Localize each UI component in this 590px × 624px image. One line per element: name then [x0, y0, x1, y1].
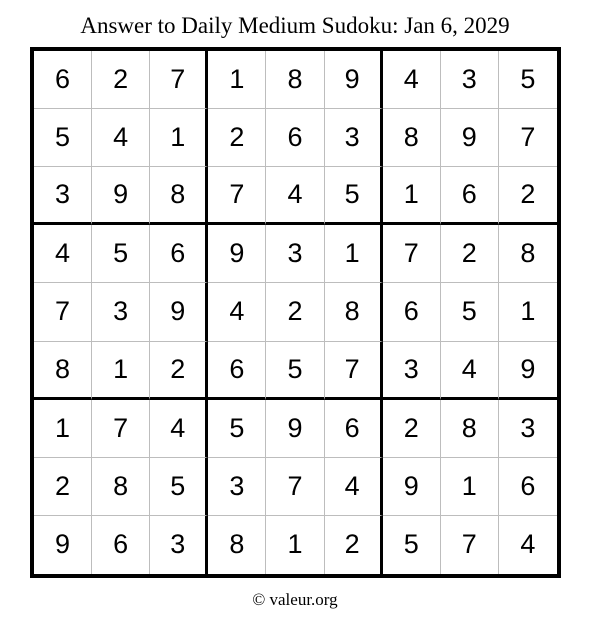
sudoku-cell: 7: [92, 400, 150, 458]
sudoku-cell: 6: [92, 516, 150, 574]
sudoku-cell: 7: [34, 283, 92, 341]
sudoku-cell: 1: [441, 458, 499, 516]
sudoku-cell: 2: [92, 51, 150, 109]
sudoku-cell: 7: [266, 458, 324, 516]
sudoku-cell: 2: [383, 400, 441, 458]
sudoku-cell: 9: [325, 51, 383, 109]
sudoku-cell: 8: [34, 342, 92, 400]
sudoku-cell: 6: [266, 109, 324, 167]
sudoku-cell: 3: [34, 167, 92, 225]
sudoku-cell: 7: [383, 225, 441, 283]
sudoku-cell: 4: [383, 51, 441, 109]
sudoku-cell: 2: [208, 109, 266, 167]
sudoku-cell: 4: [441, 342, 499, 400]
sudoku-cell: 2: [499, 167, 557, 225]
sudoku-cell: 9: [34, 516, 92, 574]
sudoku-cell: 1: [208, 51, 266, 109]
sudoku-cell: 7: [499, 109, 557, 167]
sudoku-cell: 3: [441, 51, 499, 109]
sudoku-cell: 9: [441, 109, 499, 167]
sudoku-cell: 9: [150, 283, 208, 341]
sudoku-cell: 8: [266, 51, 324, 109]
sudoku-cell: 1: [92, 342, 150, 400]
sudoku-cell: 2: [150, 342, 208, 400]
sudoku-cell: 2: [325, 516, 383, 574]
sudoku-cell: 2: [34, 458, 92, 516]
sudoku-cell: 6: [499, 458, 557, 516]
sudoku-cell: 4: [92, 109, 150, 167]
sudoku-cell: 3: [499, 400, 557, 458]
sudoku-cell: 4: [150, 400, 208, 458]
sudoku-cell: 8: [441, 400, 499, 458]
copyright-footer: © valeur.org: [252, 590, 338, 609]
sudoku-cell: 4: [34, 225, 92, 283]
sudoku-cell: 9: [499, 342, 557, 400]
sudoku-cell: 8: [499, 225, 557, 283]
sudoku-cell: 9: [266, 400, 324, 458]
sudoku-cell: 9: [92, 167, 150, 225]
sudoku-cell: 7: [325, 342, 383, 400]
sudoku-cell: 5: [383, 516, 441, 574]
sudoku-cell: 5: [266, 342, 324, 400]
sudoku-cell: 1: [34, 400, 92, 458]
sudoku-cell: 4: [520, 529, 536, 560]
sudoku-cell: 8: [325, 283, 383, 341]
sudoku-cell: 9: [383, 458, 441, 516]
sudoku-cell: 4: [266, 167, 324, 225]
sudoku-cell: 1: [499, 283, 557, 341]
sudoku-cell: 2: [441, 225, 499, 283]
sudoku-cell: 6: [441, 167, 499, 225]
sudoku-cell: 3: [383, 342, 441, 400]
sudoku-cell: 7: [208, 167, 266, 225]
sudoku-cell: 5: [150, 458, 208, 516]
sudoku-cell: 1: [383, 167, 441, 225]
sudoku-cell: 3: [208, 458, 266, 516]
sudoku-cell: 3: [150, 516, 208, 574]
sudoku-cell: 4: [208, 283, 266, 341]
sudoku-cell: 5: [92, 225, 150, 283]
sudoku-cell: 7: [441, 516, 499, 574]
sudoku-cell: 6: [325, 400, 383, 458]
sudoku-cell: 6: [208, 342, 266, 400]
sudoku-cell: 1: [266, 516, 324, 574]
sudoku-board: [30, 47, 561, 578]
sudoku-cell: 5: [325, 167, 383, 225]
sudoku-cell: 3: [325, 109, 383, 167]
sudoku-cell: 5: [441, 283, 499, 341]
sudoku-cell: 5: [499, 51, 557, 109]
sudoku-cell: 8: [150, 167, 208, 225]
sudoku-cell: 6: [383, 283, 441, 341]
sudoku-cell: 8: [92, 458, 150, 516]
sudoku-cell: 1: [325, 225, 383, 283]
sudoku-cell: 7: [150, 51, 208, 109]
sudoku-cell: 5: [34, 109, 92, 167]
sudoku-cell: 2: [266, 283, 324, 341]
sudoku-cell: 1: [150, 109, 208, 167]
sudoku-cell: 5: [208, 400, 266, 458]
page-title: Answer to Daily Medium Sudoku: Jan 6, 2029: [80, 13, 510, 38]
sudoku-cell: 6: [150, 225, 208, 283]
sudoku-cell: 4: [325, 458, 383, 516]
sudoku-cell: 8: [208, 516, 266, 574]
sudoku-cell: 6: [34, 51, 92, 109]
sudoku-cell: 9: [208, 225, 266, 283]
sudoku-cell: 3: [266, 225, 324, 283]
sudoku-cell: 8: [383, 109, 441, 167]
sudoku-cell: 3: [92, 283, 150, 341]
